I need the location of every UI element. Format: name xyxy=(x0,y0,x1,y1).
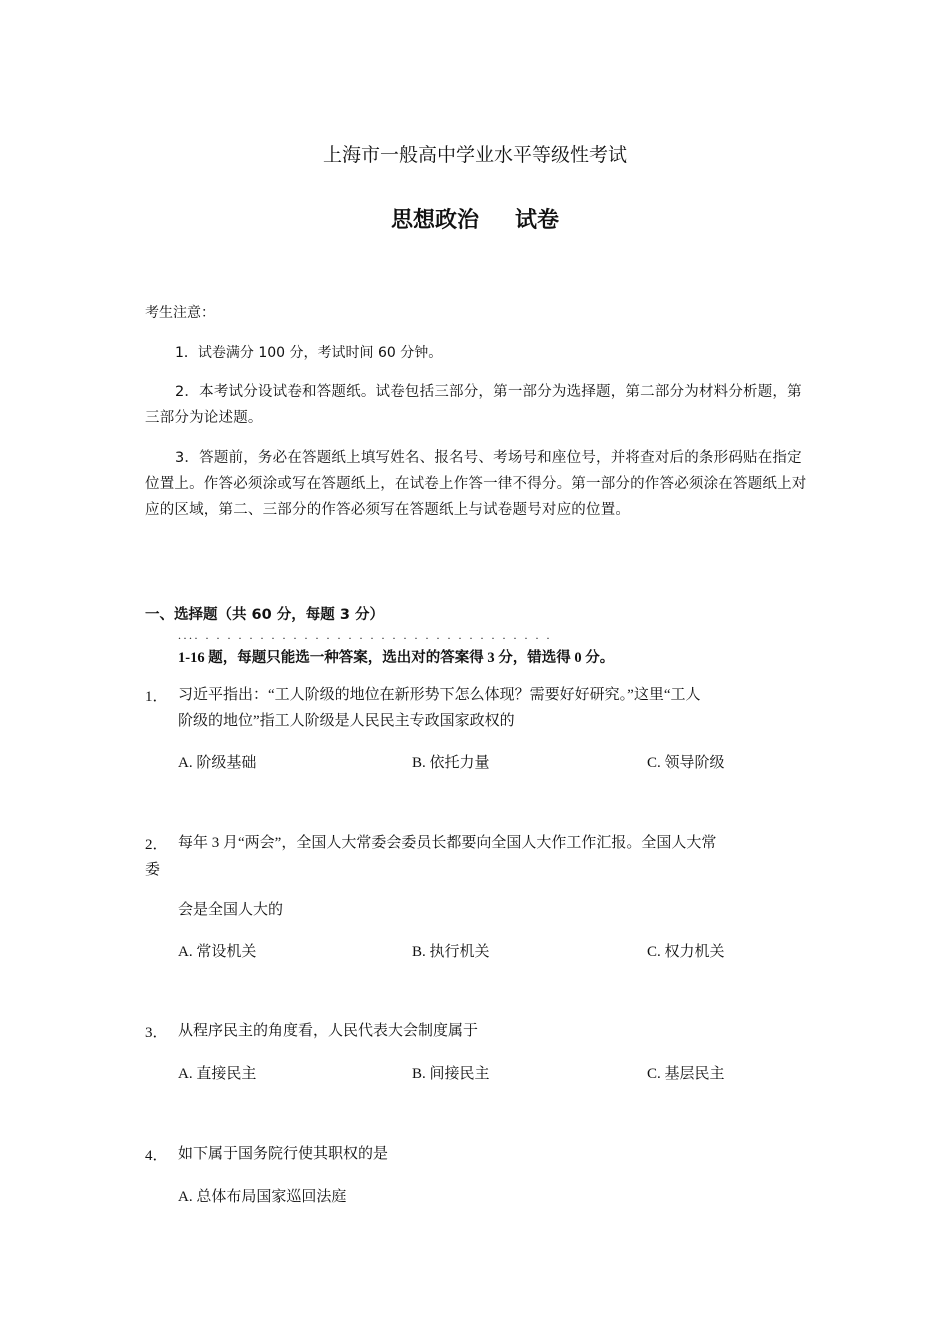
option-a[interactable]: A. 常设机关 xyxy=(178,944,257,960)
option-b[interactable]: B. 间接民主 xyxy=(412,1066,490,1082)
notice-item-1: 1．试卷满分 100 分，考试时间 60 分钟。 xyxy=(175,345,443,361)
question-number: 1． xyxy=(145,689,168,705)
subject-name: 思想政治 xyxy=(390,208,479,233)
option-a[interactable]: A. 总体布局国家巡回法庭 xyxy=(178,1189,347,1205)
question-text-line: 如下属于国务院行使其职权的是 xyxy=(178,1146,389,1162)
option-c[interactable]: C. 基层民主 xyxy=(647,1066,725,1082)
option-a[interactable]: A. 直接民主 xyxy=(178,1066,257,1082)
notice-heading: 考生注意： xyxy=(145,305,215,321)
question-text-line: 习近平指出：“工人阶级的地位在新形势下怎么体现？需要好好研究。”这里“工人 xyxy=(178,687,701,703)
question-number: 4． xyxy=(145,1148,168,1164)
section-heading: 一、选择题（共 60 分，每题 3 分） xyxy=(145,607,384,623)
question-number: 2． xyxy=(145,837,168,853)
option-b[interactable]: B. 依托力量 xyxy=(412,755,490,771)
exam-title: 上海市一般高中学业水平等级性考试 xyxy=(322,144,627,166)
option-b[interactable]: B. 执行机关 xyxy=(412,944,490,960)
question-text-line: 阶级的地位”指工人阶级是人民民主专政国家政权的 xyxy=(178,713,515,729)
option-c[interactable]: C. 领导阶级 xyxy=(647,755,725,771)
section-instruction: 1-16 题，每题只能选一种答案，选出对的答案得 3 分，错选得 0 分。 xyxy=(178,650,615,666)
question-number: 3． xyxy=(145,1025,168,1041)
question-text-line: 从程序民主的角度看，人民代表大会制度属于 xyxy=(178,1023,479,1039)
notice-item-3: 3．答题前，务必在答题纸上填写姓名、报名号、考场号和座位号，并将查对后的条形码贴在指定位置上。作答必须涂或写在答题纸上，在试卷上作答一律不得分。第一部分的作答必须涂在答题纸上对应的区域，第二、三部分的作答必须写在答题纸上与试卷题号对应的位置。 xyxy=(145,450,807,518)
option-c[interactable]: C. 权力机关 xyxy=(647,944,725,960)
question-text-line: 每年 3 月“两会”，全国人大常委会委员长都要向全国人大作工作汇报。全国人大常 xyxy=(178,835,717,851)
question-text-line: 会是全国人大的 xyxy=(178,902,284,918)
paper-label: 试卷 xyxy=(515,208,560,233)
subject-title xyxy=(0,203,950,234)
question-text-wrap: 委 xyxy=(145,862,161,878)
emphasis-dots: .... . . . . . . . . . . . . . . . . . . . . . . . . . . . . . . . . xyxy=(178,628,552,642)
option-a[interactable]: A. 阶级基础 xyxy=(178,755,257,771)
notice-item-2: 2．本考试分设试卷和答题纸。试卷包括三部分，第一部分为选择题，第二部分为材料分析题，第三部分为论述题。 xyxy=(145,384,802,426)
